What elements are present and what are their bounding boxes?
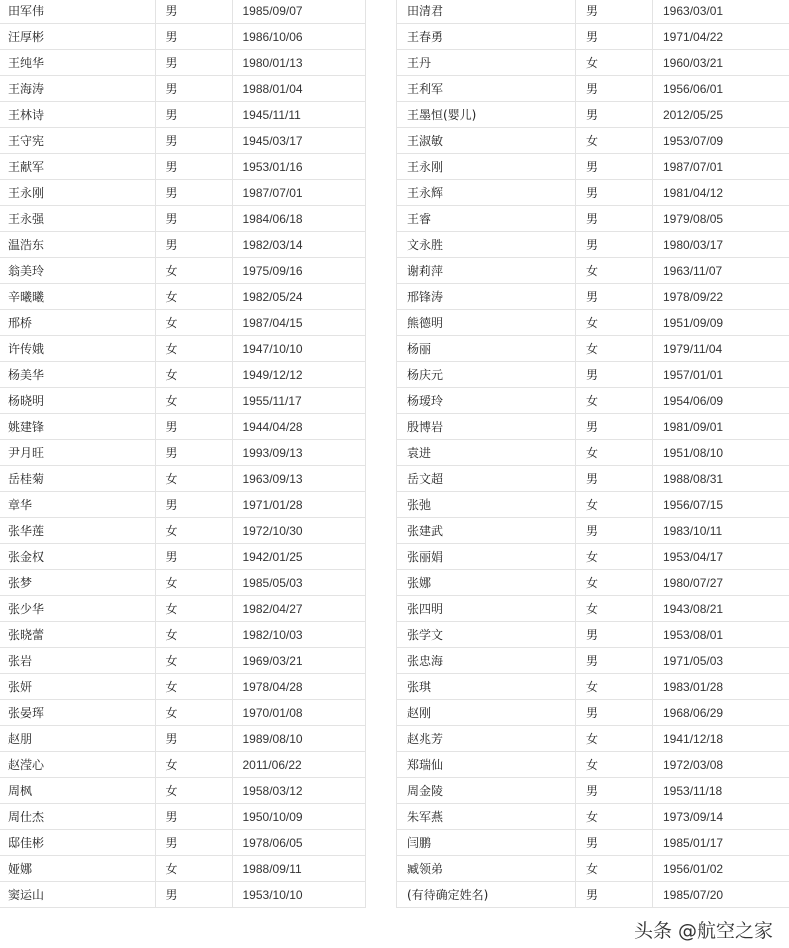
name-cell: 谢莉萍	[397, 258, 576, 284]
birthdate-cell: 1953/07/09	[653, 128, 789, 154]
name-cell: 邸佳彬	[0, 830, 155, 856]
gender-cell: 男	[155, 492, 232, 518]
gender-cell: 女	[576, 752, 653, 778]
gender-cell: 男	[576, 778, 653, 804]
name-cell: 翁美玲	[0, 258, 155, 284]
name-cell: 杨丽	[397, 336, 576, 362]
birthdate-cell: 1978/04/28	[232, 674, 366, 700]
name-cell: 王淑敏	[397, 128, 576, 154]
birthdate-cell: 1945/03/17	[232, 128, 366, 154]
gender-cell: 男	[155, 180, 232, 206]
gender-cell: 女	[576, 128, 653, 154]
gender-cell: 女	[576, 50, 653, 76]
gender-cell: 女	[155, 752, 232, 778]
birthdate-cell: 1987/04/15	[232, 310, 366, 336]
birthdate-cell: 1987/07/01	[653, 154, 789, 180]
table-row	[397, 648, 789, 674]
name-cell: 张娜	[397, 570, 576, 596]
name-cell: 岳桂菊	[0, 466, 155, 492]
table-row	[0, 492, 366, 518]
name-cell: 张少华	[0, 596, 155, 622]
gender-cell: 女	[155, 466, 232, 492]
table-row	[0, 778, 366, 804]
gender-cell: 女	[155, 622, 232, 648]
table-row	[397, 284, 789, 310]
table-row	[0, 804, 366, 830]
birthdate-cell: 1975/09/16	[232, 258, 366, 284]
birthdate-cell: 1943/08/21	[653, 596, 789, 622]
name-cell: 张金权	[0, 544, 155, 570]
table-row	[397, 830, 789, 856]
gender-cell: 男	[155, 24, 232, 50]
gender-cell: 男	[576, 76, 653, 102]
birthdate-cell: 1982/04/27	[232, 596, 366, 622]
table-row	[0, 180, 366, 206]
gender-cell: 男	[155, 232, 232, 258]
gender-cell: 男	[155, 154, 232, 180]
name-cell: 岳文超	[397, 466, 576, 492]
table-row	[0, 570, 366, 596]
gender-cell: 女	[576, 336, 653, 362]
birthdate-cell: 1953/11/18	[653, 778, 789, 804]
name-cell: 熊德明	[397, 310, 576, 336]
gender-cell: 女	[155, 284, 232, 310]
table-row	[397, 24, 789, 50]
name-cell: 殷博岩	[397, 414, 576, 440]
birthdate-cell: 1983/01/28	[653, 674, 789, 700]
table-row	[397, 544, 789, 570]
birthdate-cell: 1987/07/01	[232, 180, 366, 206]
table-row	[397, 310, 789, 336]
name-cell: 闫鹏	[397, 830, 576, 856]
gender-cell: 女	[576, 440, 653, 466]
watermark: 头条 @航空之家	[633, 920, 773, 942]
name-cell: 袁进	[397, 440, 576, 466]
gender-cell: 女	[155, 778, 232, 804]
birthdate-cell: 1985/09/07	[232, 0, 366, 24]
table-row	[0, 856, 366, 882]
birthdate-cell: 1979/11/04	[653, 336, 789, 362]
gender-cell: 女	[576, 544, 653, 570]
gender-cell: 男	[155, 726, 232, 752]
birthdate-cell: 1978/09/22	[653, 284, 789, 310]
table-row	[0, 362, 366, 388]
birthdate-cell: 1953/04/17	[653, 544, 789, 570]
birthdate-cell: 1988/01/04	[232, 76, 366, 102]
name-cell: 赵朋	[0, 726, 155, 752]
gender-cell: 女	[576, 674, 653, 700]
name-cell: 周金陵	[397, 778, 576, 804]
name-cell: 王永辉	[397, 180, 576, 206]
gender-cell: 女	[155, 310, 232, 336]
birthdate-cell: 1978/06/05	[232, 830, 366, 856]
birthdate-cell: 1955/11/17	[232, 388, 366, 414]
birthdate-cell: 1963/03/01	[653, 0, 789, 24]
birthdate-cell: 1988/08/31	[653, 466, 789, 492]
name-cell: 田军伟	[0, 0, 155, 24]
gender-cell: 男	[576, 232, 653, 258]
table-row	[397, 388, 789, 414]
name-cell: 王献军	[0, 154, 155, 180]
gender-cell: 男	[576, 0, 653, 24]
name-cell: 邢桥	[0, 310, 155, 336]
gender-cell: 男	[576, 362, 653, 388]
name-cell: 王守宪	[0, 128, 155, 154]
birthdate-cell: 1950/10/09	[232, 804, 366, 830]
table-row	[0, 50, 366, 76]
birthdate-cell: 1969/03/21	[232, 648, 366, 674]
table-row	[0, 336, 366, 362]
name-cell: 王海涛	[0, 76, 155, 102]
gender-cell: 男	[576, 648, 653, 674]
birthdate-cell: 1963/11/07	[653, 258, 789, 284]
gender-cell: 男	[576, 830, 653, 856]
name-cell: 田清君	[397, 0, 576, 24]
gender-cell: 女	[155, 336, 232, 362]
name-cell: 王永强	[0, 206, 155, 232]
table-row	[0, 414, 366, 440]
name-cell: 章华	[0, 492, 155, 518]
birthdate-cell: 1972/03/08	[653, 752, 789, 778]
birthdate-cell: 1951/09/09	[653, 310, 789, 336]
passenger-table-left	[0, 0, 366, 908]
table-row	[0, 310, 366, 336]
table-row	[397, 362, 789, 388]
table-row	[0, 24, 366, 50]
gender-cell: 女	[155, 674, 232, 700]
table-row	[0, 76, 366, 102]
name-cell: 杨美华	[0, 362, 155, 388]
name-cell: 张琪	[397, 674, 576, 700]
table-row	[397, 440, 789, 466]
table-row	[397, 674, 789, 700]
gender-cell: 女	[155, 700, 232, 726]
gender-cell: 男	[155, 0, 232, 24]
table-row	[0, 102, 366, 128]
gender-cell: 女	[576, 726, 653, 752]
birthdate-cell: 1958/03/12	[232, 778, 366, 804]
table-row	[0, 154, 366, 180]
name-cell: 王纯华	[0, 50, 155, 76]
birthdate-cell: 1971/01/28	[232, 492, 366, 518]
gender-cell: 男	[576, 284, 653, 310]
name-cell: 张梦	[0, 570, 155, 596]
birthdate-cell: 1981/04/12	[653, 180, 789, 206]
name-cell: 王永刚	[0, 180, 155, 206]
gender-cell: 女	[576, 804, 653, 830]
birthdate-cell: 1971/05/03	[653, 648, 789, 674]
table-row	[0, 284, 366, 310]
name-cell: 王睿	[397, 206, 576, 232]
name-cell: 王丹	[397, 50, 576, 76]
name-cell: 王墨恒(婴儿)	[397, 102, 576, 128]
gender-cell: 女	[155, 362, 232, 388]
gender-cell: 女	[155, 856, 232, 882]
table-row	[0, 700, 366, 726]
name-cell: 王春勇	[397, 24, 576, 50]
table-row	[397, 336, 789, 362]
birthdate-cell: 1971/04/22	[653, 24, 789, 50]
birthdate-cell: 1979/08/05	[653, 206, 789, 232]
birthdate-cell: 1970/01/08	[232, 700, 366, 726]
table-row	[397, 258, 789, 284]
name-cell: 杨庆元	[397, 362, 576, 388]
birthdate-cell: 1945/11/11	[232, 102, 366, 128]
birthdate-cell: 1985/05/03	[232, 570, 366, 596]
gender-cell: 男	[576, 24, 653, 50]
birthdate-cell: 1982/03/14	[232, 232, 366, 258]
name-cell: 窦运山	[0, 882, 155, 908]
birthdate-cell: 1983/10/11	[653, 518, 789, 544]
table-row	[397, 102, 789, 128]
name-cell: 郑瑞仙	[397, 752, 576, 778]
gender-cell: 男	[576, 518, 653, 544]
birthdate-cell: 1956/07/15	[653, 492, 789, 518]
name-cell: 王林诗	[0, 102, 155, 128]
birthdate-cell: 1963/09/13	[232, 466, 366, 492]
name-cell: 辛曦曦	[0, 284, 155, 310]
gender-cell: 女	[576, 570, 653, 596]
table-row	[0, 232, 366, 258]
table-row	[0, 440, 366, 466]
gender-cell: 男	[155, 128, 232, 154]
name-cell: 王永刚	[397, 154, 576, 180]
birthdate-cell: 1944/04/28	[232, 414, 366, 440]
birthdate-cell: 1968/06/29	[653, 700, 789, 726]
table-row	[0, 206, 366, 232]
table-row	[0, 648, 366, 674]
birthdate-cell: 2012/05/25	[653, 102, 789, 128]
birthdate-cell: 1984/06/18	[232, 206, 366, 232]
birthdate-cell: 1953/01/16	[232, 154, 366, 180]
gender-cell: 男	[576, 466, 653, 492]
birthdate-cell: 1981/09/01	[653, 414, 789, 440]
gender-cell: 男	[155, 882, 232, 908]
name-cell: 许传娥	[0, 336, 155, 362]
name-cell: 臧领弟	[397, 856, 576, 882]
name-cell: 张弛	[397, 492, 576, 518]
table-row	[397, 50, 789, 76]
gender-cell: 男	[155, 102, 232, 128]
gender-cell: 女	[155, 570, 232, 596]
table-row	[0, 830, 366, 856]
table-row	[397, 76, 789, 102]
birthdate-cell: 1985/07/20	[653, 882, 789, 908]
name-cell: 赵滢心	[0, 752, 155, 778]
table-row	[0, 596, 366, 622]
gender-cell: 男	[576, 700, 653, 726]
name-cell: 张建武	[397, 518, 576, 544]
table-row	[0, 882, 366, 908]
birthdate-cell: 1986/10/06	[232, 24, 366, 50]
name-cell: 张晓蕾	[0, 622, 155, 648]
gender-cell: 男	[155, 804, 232, 830]
gender-cell: 男	[155, 440, 232, 466]
gender-cell: 女	[155, 518, 232, 544]
gender-cell: 男	[576, 102, 653, 128]
name-cell: 杨瑷玲	[397, 388, 576, 414]
table-row	[397, 856, 789, 882]
gender-cell: 女	[155, 258, 232, 284]
gender-cell: 男	[576, 622, 653, 648]
table-row	[0, 674, 366, 700]
table-row	[397, 232, 789, 258]
gender-cell: 男	[576, 206, 653, 232]
table-row	[397, 570, 789, 596]
name-cell: 张妍	[0, 674, 155, 700]
birthdate-cell: 1982/10/03	[232, 622, 366, 648]
name-cell: 杨晓明	[0, 388, 155, 414]
birthdate-cell: 1956/06/01	[653, 76, 789, 102]
gender-cell: 男	[155, 206, 232, 232]
birthdate-cell: 1960/03/21	[653, 50, 789, 76]
gender-cell: 女	[576, 310, 653, 336]
gender-cell: 男	[576, 180, 653, 206]
birthdate-cell: 1985/01/17	[653, 830, 789, 856]
table-row	[397, 414, 789, 440]
name-cell: 文永胜	[397, 232, 576, 258]
birthdate-cell: 1982/05/24	[232, 284, 366, 310]
birthdate-cell: 1989/08/10	[232, 726, 366, 752]
table-row	[0, 622, 366, 648]
birthdate-cell: 1980/07/27	[653, 570, 789, 596]
table-row	[397, 804, 789, 830]
name-cell: 朱军燕	[397, 804, 576, 830]
table-row	[0, 128, 366, 154]
birthdate-cell: 1956/01/02	[653, 856, 789, 882]
name-cell: 尹月旺	[0, 440, 155, 466]
gender-cell: 女	[576, 596, 653, 622]
gender-cell: 女	[155, 388, 232, 414]
birthdate-cell: 1947/10/10	[232, 336, 366, 362]
name-cell: 周仕杰	[0, 804, 155, 830]
table-row	[397, 752, 789, 778]
table-row	[397, 596, 789, 622]
table-row	[397, 778, 789, 804]
table-row	[0, 544, 366, 570]
name-cell: 汪厚彬	[0, 24, 155, 50]
gender-cell: 女	[155, 596, 232, 622]
name-cell: 周枫	[0, 778, 155, 804]
table-row	[397, 466, 789, 492]
table-row	[0, 466, 366, 492]
birthdate-cell: 1951/08/10	[653, 440, 789, 466]
name-cell: 张四明	[397, 596, 576, 622]
name-cell: 张丽娟	[397, 544, 576, 570]
birthdate-cell: 1973/09/14	[653, 804, 789, 830]
table-row	[397, 622, 789, 648]
table-row	[0, 258, 366, 284]
table-row	[397, 518, 789, 544]
birthdate-cell: 1993/09/13	[232, 440, 366, 466]
passenger-table-right	[396, 0, 789, 908]
gender-cell: 男	[155, 414, 232, 440]
table-row	[0, 726, 366, 752]
birthdate-cell: 1980/03/17	[653, 232, 789, 258]
gender-cell: 男	[576, 882, 653, 908]
name-cell: 赵兆芳	[397, 726, 576, 752]
birthdate-cell: 1953/10/10	[232, 882, 366, 908]
table-row	[0, 518, 366, 544]
table-row	[397, 180, 789, 206]
birthdate-cell: 1942/01/25	[232, 544, 366, 570]
gender-cell: 男	[155, 76, 232, 102]
table-row	[0, 752, 366, 778]
table-row	[397, 154, 789, 180]
gender-cell: 男	[576, 154, 653, 180]
gender-cell: 女	[576, 492, 653, 518]
table-row	[397, 700, 789, 726]
gender-cell: 男	[576, 414, 653, 440]
table-row	[397, 206, 789, 232]
gender-cell: 女	[576, 388, 653, 414]
gender-cell: 女	[155, 648, 232, 674]
birthdate-cell: 1949/12/12	[232, 362, 366, 388]
name-cell: 王利军	[397, 76, 576, 102]
gender-cell: 女	[576, 258, 653, 284]
gender-cell: 男	[155, 830, 232, 856]
birthdate-cell: 1980/01/13	[232, 50, 366, 76]
name-cell: 娅娜	[0, 856, 155, 882]
table-row	[0, 388, 366, 414]
birthdate-cell: 1957/01/01	[653, 362, 789, 388]
name-cell: 邢锋涛	[397, 284, 576, 310]
gender-cell: 男	[155, 544, 232, 570]
birthdate-cell: 1954/06/09	[653, 388, 789, 414]
name-cell: 张岩	[0, 648, 155, 674]
name-cell: 赵刚	[397, 700, 576, 726]
birthdate-cell: 2011/06/22	[232, 752, 366, 778]
table-row	[397, 0, 789, 24]
table-row	[397, 726, 789, 752]
name-cell: 姚建锋	[0, 414, 155, 440]
table-row	[397, 492, 789, 518]
name-cell: 张忠海	[397, 648, 576, 674]
birthdate-cell: 1988/09/11	[232, 856, 366, 882]
table-row	[397, 882, 789, 908]
birthdate-cell: 1953/08/01	[653, 622, 789, 648]
birthdate-cell: 1941/12/18	[653, 726, 789, 752]
gender-cell: 女	[576, 856, 653, 882]
name-cell: (有待确定姓名)	[397, 882, 576, 908]
table-row	[0, 0, 366, 24]
birthdate-cell: 1972/10/30	[232, 518, 366, 544]
table-row	[397, 128, 789, 154]
name-cell: 温浩东	[0, 232, 155, 258]
gender-cell: 男	[155, 50, 232, 76]
name-cell: 张华莲	[0, 518, 155, 544]
name-cell: 张学文	[397, 622, 576, 648]
name-cell: 张晏珲	[0, 700, 155, 726]
